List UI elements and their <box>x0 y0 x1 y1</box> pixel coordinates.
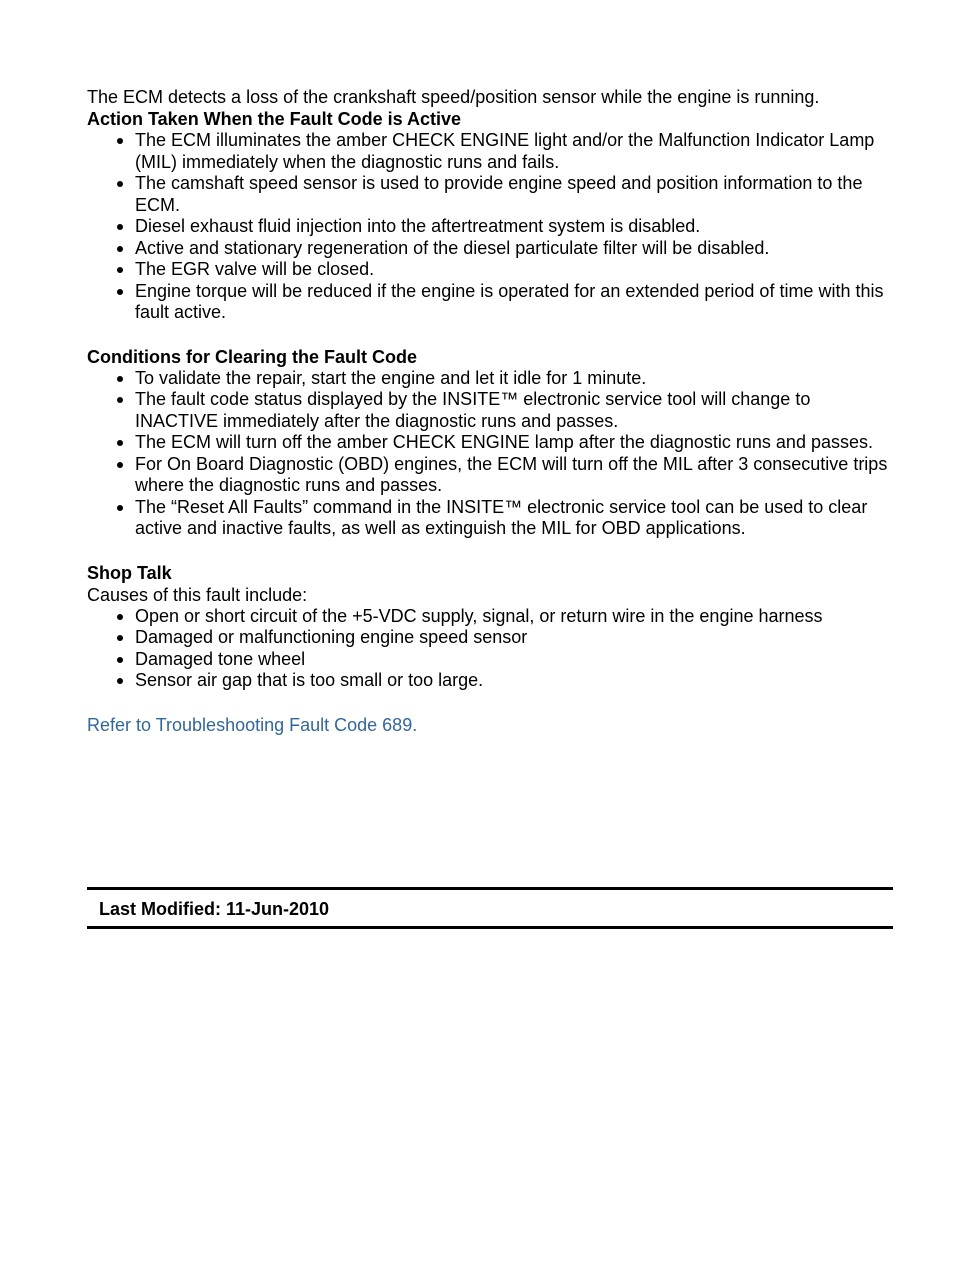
list-item: The camshaft speed sensor is used to provide engine speed and position information to the ECM. <box>87 173 893 216</box>
bullet-icon <box>117 614 123 620</box>
bullet-icon <box>117 289 123 295</box>
list-item: For On Board Diagnostic (OBD) engines, the ECM will turn off the MIL after 3 consecutive trips where the diagnostic runs and passes. <box>87 454 893 497</box>
bullet-icon <box>117 376 123 382</box>
list-item: Engine torque will be reduced if the engine is operated for an extended period of time with this fault active. <box>87 281 893 324</box>
clearing-list <box>87 368 893 540</box>
list-item: The EGR valve will be closed. <box>87 259 893 281</box>
bullet-icon <box>117 635 123 641</box>
bullet-icon <box>117 505 123 511</box>
last-modified-bar <box>87 887 893 929</box>
list-item: Open or short circuit of the +5-VDC supply, signal, or return wire in the engine harness <box>87 606 893 628</box>
list-item: Damaged or malfunctioning engine speed sensor <box>87 627 893 649</box>
shop-talk-heading: Shop Talk <box>87 562 172 583</box>
shop-talk-intro: Causes of this fault include: <box>87 584 308 605</box>
last-modified-label: Last Modified: 11-Jun-2010 <box>99 899 330 919</box>
list-item: The ECM will turn off the amber CHECK ENGINE lamp after the diagnostic runs and passes. <box>87 432 893 454</box>
list-item: Damaged tone wheel <box>87 649 893 671</box>
list-item: Sensor air gap that is too small or too large. <box>87 670 893 692</box>
troubleshooting-link[interactable]: Refer to Troubleshooting Fault Code 689. <box>87 714 418 735</box>
list-item: The “Reset All Faults” command in the INSITE™ electronic service tool can be used to clear active and inactive faults, as well as extinguish the MIL for OBD applications. <box>87 497 893 540</box>
bullet-icon <box>117 397 123 403</box>
bullet-icon <box>117 678 123 684</box>
bullet-icon <box>117 224 123 230</box>
list-item: To validate the repair, start the engine and let it idle for 1 minute. <box>87 368 893 390</box>
list-item: Active and stationary regeneration of the diesel particulate filter will be disabled. <box>87 238 893 260</box>
bullet-icon <box>117 657 123 663</box>
bullet-icon <box>117 138 123 144</box>
bullet-icon <box>117 246 123 252</box>
action-list <box>87 130 893 324</box>
causes-list <box>87 606 893 692</box>
bullet-icon <box>117 181 123 187</box>
list-item: The ECM illuminates the amber CHECK ENGINE light and/or the Malfunction Indicator Lamp (MIL) immediately when the diagnostic runs and fails. <box>87 130 893 173</box>
bullet-icon <box>117 440 123 446</box>
bullet-icon <box>117 462 123 468</box>
bullet-icon <box>117 267 123 273</box>
clearing-heading: Conditions for Clearing the Fault Code <box>87 346 417 367</box>
action-heading: Action Taken When the Fault Code is Active <box>87 109 462 129</box>
list-item: Diesel exhaust fluid injection into the aftertreatment system is disabled. <box>87 216 893 238</box>
list-item: The fault code status displayed by the INSITE™ electronic service tool will change to INACTIVE immediately after the diagnostic runs and passes. <box>87 389 893 432</box>
intro-paragraph: The ECM detects a loss of the crankshaft speed/position sensor while the engine is running. <box>87 87 820 107</box>
document-body <box>87 86 893 736</box>
